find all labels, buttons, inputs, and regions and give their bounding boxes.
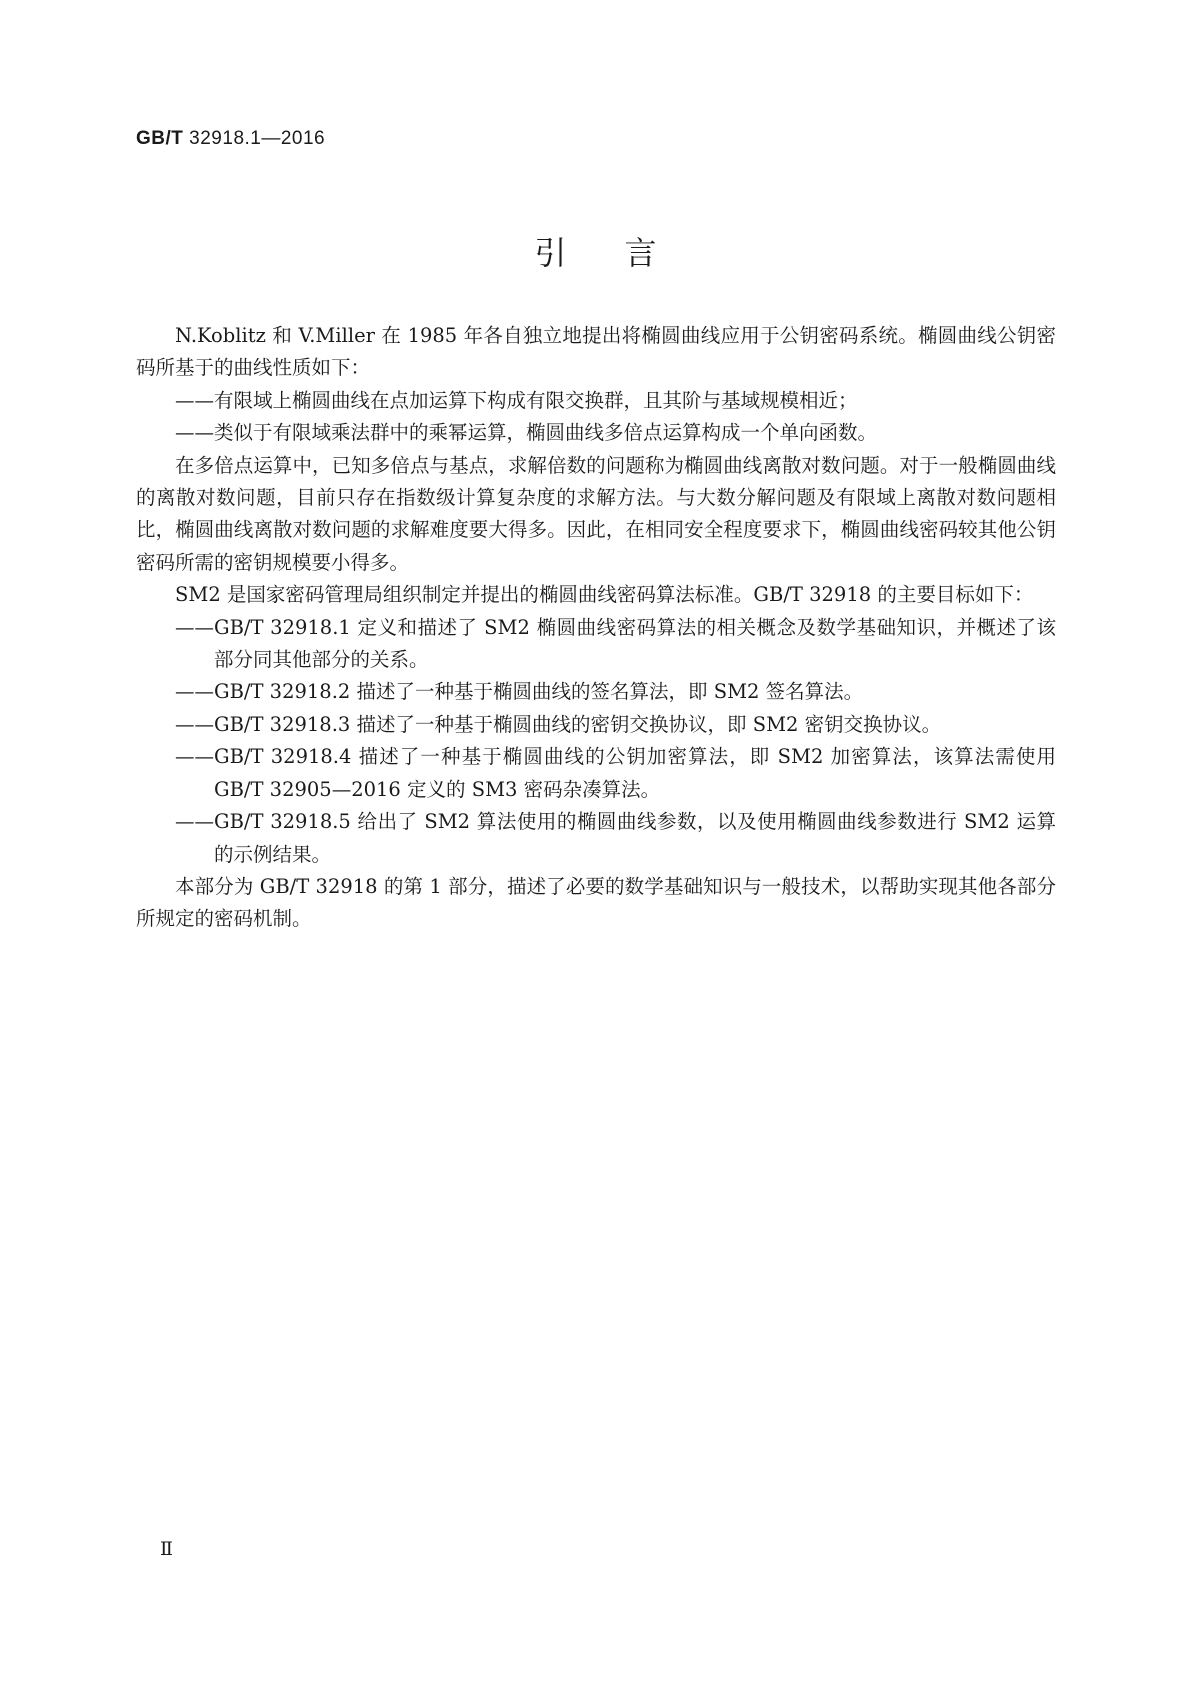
difficulty-paragraph: 在多倍点运算中，已知多倍点与基点，求解倍数的问题称为椭圆曲线离散对数问题。对于一般椭圆曲线的离散对数问题，目前只存在指数级计算复杂度的求解方法。与大数分解问题及有限域上离散对数问题相比，椭圆曲线离散对数问题的求解难度要大得多。因此，在相同安全程度要求下，椭圆曲线密码较其他公钥密码所需的密钥规模要小得多。 — [136, 453, 1056, 574]
part-item: ——GB/T 32918.5 给出了 SM2 算法使用的椭圆曲线参数，以及使用椭圆曲线参数进行 SM2 运算的示例结果。 — [175, 810, 1056, 866]
part-item: ——GB/T 32918.1 定义和描述了 SM2 椭圆曲线密码算法的相关概念及数学基础知识，并概述了该部分同其他部分的关系。 — [175, 615, 1056, 672]
sm2-paragraph: SM2 是国家密码管理局组织制定并提出的椭圆曲线密码算法标准。GB/T 32918 的主要目标如下： — [175, 583, 1034, 607]
property-item: ——类似于有限域乘法群中的乘幂运算，椭圆曲线多倍点运算构成一个单向函数。 — [175, 421, 878, 445]
section-title: 引言 — [534, 234, 715, 272]
part-item: ——GB/T 32918.4 描述了一种基于椭圆曲线的公钥加密算法，即 SM2 加密算法，该算法需使用 GB/T 32905—2016 定义的 SM3 密码杂凑算法。 — [175, 745, 1056, 801]
introduction-body — [136, 320, 1056, 936]
standard-code-header — [136, 128, 325, 150]
part-item: ——GB/T 32918.3 描述了一种基于椭圆曲线的密钥交换协议，即 SM2 密钥交换协议。 — [175, 712, 942, 736]
property-item: ——有限域上椭圆曲线在点加运算下构成有限交换群，且其阶与基域规模相近； — [175, 388, 858, 412]
standard-prefix: GB/T — [136, 128, 184, 149]
standard-number: 32918.1—2016 — [189, 128, 326, 149]
part-item: ——GB/T 32918.2 描述了一种基于椭圆曲线的签名算法，即 SM2 签名算法。 — [175, 680, 864, 704]
intro-paragraph: N.Koblitz 和 V.Miller 在 1985 年各自独立地提出将椭圆曲线应用于公钥密码系统。椭圆曲线公钥密码所基于的曲线性质如下： — [136, 324, 1056, 380]
page-number: II — [160, 1538, 172, 1560]
closing-paragraph: 本部分为 GB/T 32918 的第 1 部分，描述了必要的数学基础知识与一般技术，以帮助实现其他各部分所规定的密码机制。 — [136, 874, 1056, 931]
